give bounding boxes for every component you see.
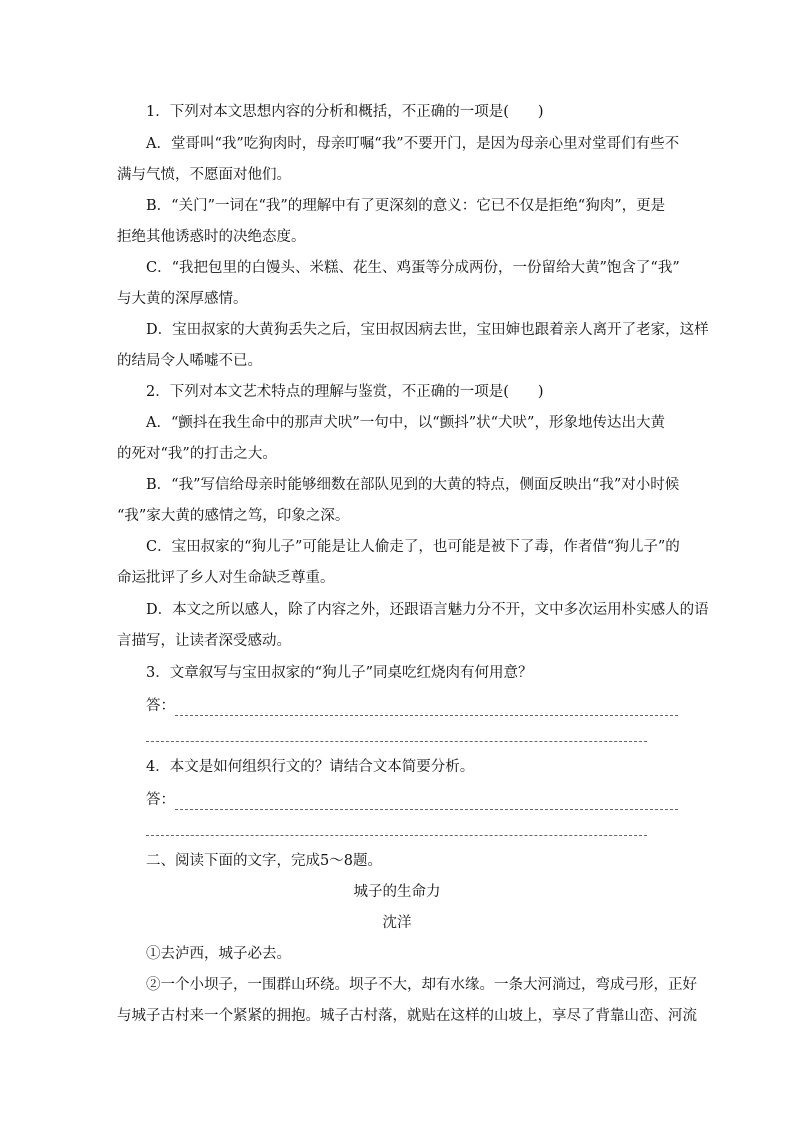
- question-2-option-a-cont: 的死对“我”的打击之大。: [117, 446, 277, 462]
- question-4-answer-line[interactable]: [146, 790, 678, 810]
- question-4-answer-label: 答：: [146, 792, 175, 808]
- question-2-option-c-cont: 命运批评了乡人对生命缺乏尊重。: [117, 570, 335, 586]
- question-2-option-d: D．本文之所以感人，除了内容之外，还跟语言魅力分不开，文中多次运用朴实感人的语: [146, 602, 709, 618]
- question-4-stem: 4．本文是如何组织行文的？请结合文本简要分析。: [146, 759, 475, 775]
- question-3-answer-label: 答：: [146, 698, 175, 714]
- question-3-answer-line-2[interactable]: [146, 741, 647, 742]
- article-author: 沈洋: [382, 915, 412, 931]
- question-1-option-b: B．“关门”一词在“我”的理解中有了更深刻的意义：它已不仅是拒绝“狗肉”，更是: [146, 198, 666, 214]
- question-1-option-a-cont: 满与气愤，不愿面对他们。: [117, 167, 291, 183]
- question-3-answer-line[interactable]: [146, 696, 678, 716]
- question-2-option-b: B．“我”写信给母亲时能够细数在部队见到的大黄的特点，侧面反映出“我”对小时候: [146, 477, 680, 493]
- question-1-option-a: A．堂哥叫“我”吃狗肉时，母亲叮嘱“我”不要开门，是因为母亲心里对堂哥们有些不: [146, 136, 680, 152]
- question-1-option-c-cont: 与大黄的深厚感情。: [117, 291, 248, 307]
- question-1-option-c: C．“我把包里的白馒头、米糕、花生、鸡蛋等分成两份，一份留给大黄”饱含了“我”: [146, 260, 680, 276]
- question-1-stem: 1．下列对本文思想内容的分析和概括，不正确的一项是( ): [146, 104, 544, 120]
- question-3-stem: 3．文章叙写与宝田叔家的“狗儿子”同桌吃红烧肉有何用意？: [146, 665, 533, 681]
- question-2-stem: 2．下列对本文艺术特点的理解与鉴赏，不正确的一项是( ): [146, 384, 544, 400]
- question-1-option-b-cont: 拒绝其他诱惑时的决绝态度。: [117, 229, 306, 245]
- question-2-option-a: A．“颤抖在我生命中的那声犬吠”一句中，以“颤抖”状“犬吠”，形象地传达出大黄: [146, 415, 665, 431]
- section-2-heading: 二、阅读下面的文字，完成5～8题。: [146, 853, 382, 869]
- question-4-answer-line-2[interactable]: [146, 835, 647, 836]
- question-1-option-d-cont: 的结局令人唏嘘不已。: [117, 353, 262, 369]
- paragraph-2-cont: 与城子古村来一个紧紧的拥抱。城子古村落，就贴在这样的山坡上，享尽了背靠山峦、河流: [117, 1008, 697, 1024]
- question-2-option-d-cont: 言描写，让读者深受感动。: [117, 633, 291, 649]
- article-title: 城子的生命力: [353, 884, 441, 900]
- answer-dotted-line: [175, 703, 678, 716]
- question-1-option-d: D．宝田叔家的大黄狗丢失之后，宝田叔因病去世，宝田婶也跟着亲人离开了老家，这样: [146, 322, 709, 338]
- question-2-option-c: C．宝田叔家的“狗儿子”可能是让人偷走了，也可能是被下了毒，作者借“狗儿子”的: [146, 539, 680, 555]
- paragraph-2: ②一个小坝子，一围群山环绕。坝子不大，却有水缘。一条大河淌过，弯成弓形，正好: [146, 977, 697, 993]
- question-2-option-b-cont: “我”家大黄的感情之笃，印象之深。: [117, 508, 350, 524]
- answer-dotted-line: [175, 797, 678, 810]
- paragraph-1: ①去泸西，城子必去。: [146, 946, 291, 962]
